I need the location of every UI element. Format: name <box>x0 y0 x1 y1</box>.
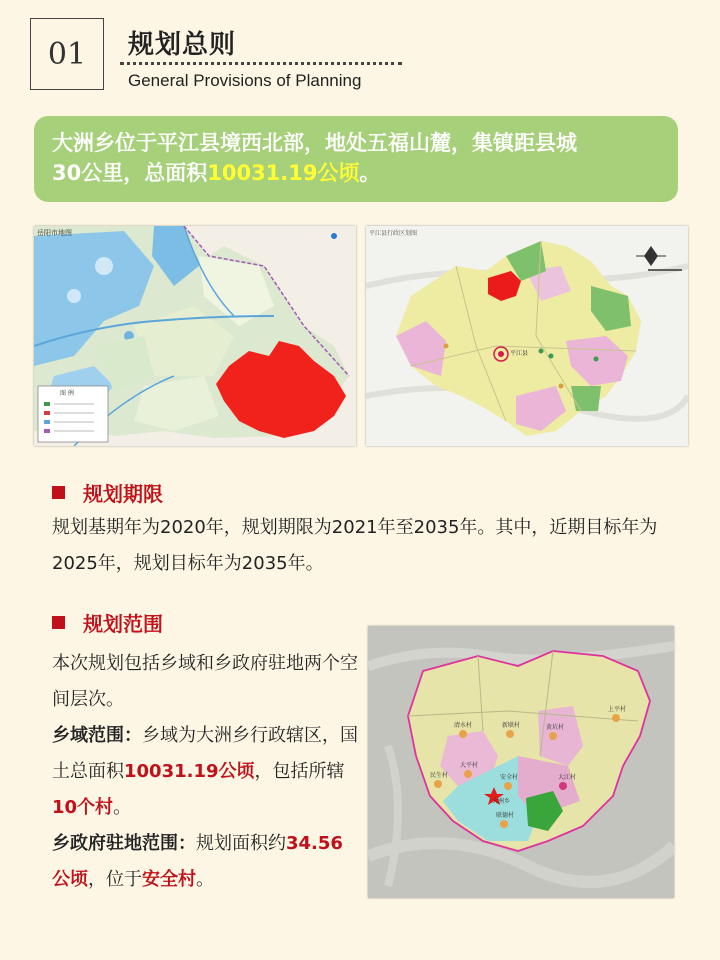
regional-location-map <box>34 226 356 446</box>
village-label: 安全村 <box>500 774 519 781</box>
county-seat-label: 平江县 <box>510 350 529 357</box>
village-label: 上平村 <box>608 706 627 713</box>
summary-banner <box>34 116 678 202</box>
scope-township-end: 。 <box>113 797 132 818</box>
map-corner-label: 平江县行政区划图 <box>369 230 418 237</box>
village-label: 新联村 <box>502 722 521 729</box>
banner-line-2 <box>52 158 660 188</box>
village-label: 大平村 <box>460 762 479 769</box>
banner-text-end: 。 <box>359 161 381 185</box>
scope-township-text: 乡域为大洲乡行政辖区，国土总面积 <box>52 725 358 782</box>
county-location-map <box>366 226 688 446</box>
section-number-box <box>30 18 104 90</box>
scope-township-text-2: ，包括所辖 <box>254 761 345 782</box>
section-heading-text: 规划期限 <box>83 482 163 506</box>
scope-township-area: 10031.19公顷 <box>124 761 255 782</box>
scope-intro: 本次规划包括乡域和乡政府驻地两个空间层次。 <box>52 653 358 710</box>
section-heading-text: 规划范围 <box>83 612 163 636</box>
map-legend-title: 图 例 <box>60 390 74 397</box>
township-seat-label: 大洲乡 <box>492 798 511 805</box>
title-divider <box>120 62 402 65</box>
scope-seat-label: 乡政府驻地范围： <box>52 833 196 854</box>
village-label: 民生村 <box>430 772 449 779</box>
page-title: 规划总则 <box>128 30 237 60</box>
village-label: 黄坑村 <box>546 724 565 731</box>
section-heading-period <box>52 478 163 507</box>
village-label: 联德村 <box>496 812 515 819</box>
scope-township-label: 乡域范围： <box>52 725 142 746</box>
scope-seat-end: 。 <box>196 869 214 890</box>
scope-seat-text: 规划面积约 <box>196 833 286 854</box>
scope-seat-area: 34.56公顷 <box>52 833 343 890</box>
scope-seat-text-2: ，位于 <box>88 869 142 890</box>
period-paragraph: 规划基期年为2020年，规划期限为2021年至2035年。其中，近期目标年为2025年，规划目标年为2035年。 <box>52 517 658 574</box>
scope-township <box>52 718 358 826</box>
township-village-map <box>368 626 674 898</box>
scope-seat <box>52 826 358 898</box>
village-label: 大江村 <box>558 774 577 781</box>
village-label: 清水村 <box>454 722 473 729</box>
scope-seat-location: 安全村 <box>142 869 196 890</box>
map-corner-label: 岳阳市地图 <box>37 229 72 237</box>
section-heading-scope <box>52 608 163 637</box>
scope-township-villages: 10个村 <box>52 797 114 818</box>
section-number: 01 <box>47 36 87 72</box>
banner-line-1: 大洲乡位于平江县境西北部，地处五福山麓，集镇距县城 <box>52 131 577 155</box>
scope-paragraph <box>52 646 358 898</box>
page-subtitle: General Provisions of Planning <box>128 71 362 90</box>
bullet-square-icon <box>52 486 65 499</box>
banner-area-highlight: 10031.19公顷 <box>207 161 360 185</box>
banner-text: 30公里，总面积 <box>52 161 208 185</box>
bullet-square-icon <box>52 616 65 629</box>
